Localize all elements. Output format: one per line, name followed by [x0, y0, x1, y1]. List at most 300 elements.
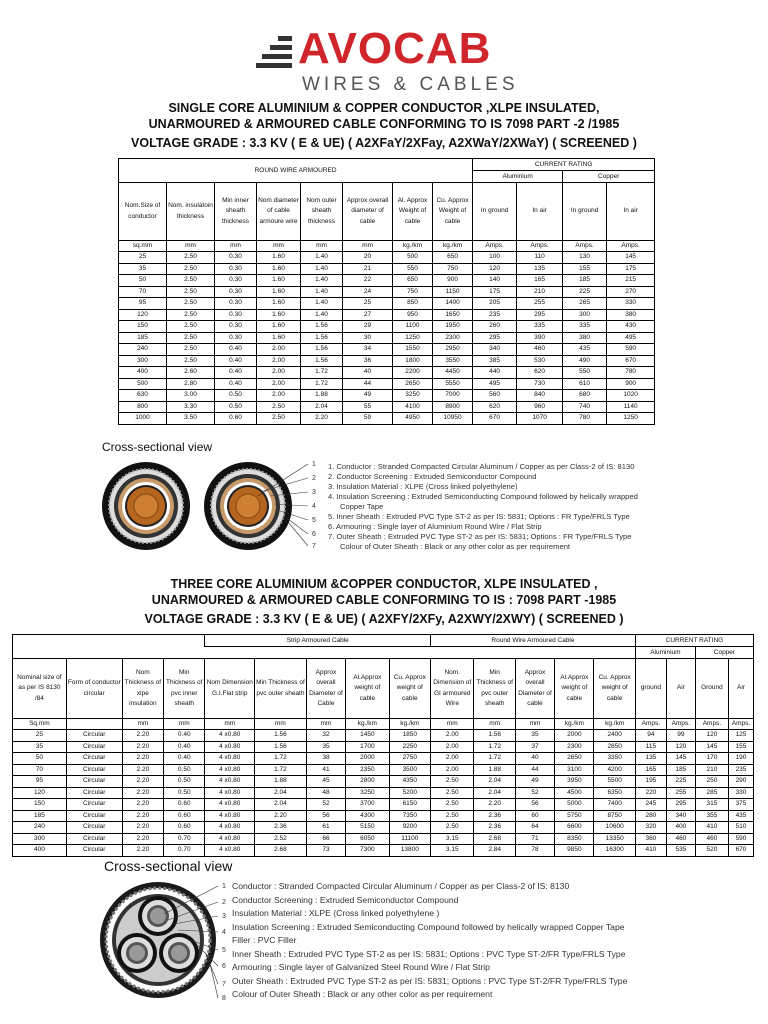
table-cell: 1.72: [255, 764, 307, 776]
legend-single-core: [328, 462, 688, 552]
table-cell: 0.50: [164, 776, 205, 788]
table-cell: 0.40: [164, 730, 205, 742]
legend-item: Insulation Material : XLPE (Cross linked polyethylene ): [232, 908, 440, 918]
table-cell: 150: [13, 799, 67, 811]
table-cell: 385: [473, 355, 517, 367]
legend-item: Outer Sheath : Extruded PVC Type ST-2 as per IS: 5831; Options : PVC Type ST-2/FR Type/FRLS Type: [232, 975, 628, 986]
diagram-number: 5: [312, 517, 316, 524]
table-cell: 510: [728, 822, 753, 834]
table-cell: 780: [563, 413, 607, 425]
table-cell: 2.20: [474, 799, 515, 811]
table-cell: 2.04: [474, 776, 515, 788]
table-cell: 10950: [433, 413, 473, 425]
table-cell: 8900: [433, 401, 473, 413]
table-cell: 145: [607, 252, 655, 264]
column-header: Nominal size of as per IS 8130 /84: [13, 659, 67, 719]
table-cell: 410: [695, 822, 728, 834]
table-cell: 52: [306, 799, 345, 811]
table-cell: Circular: [66, 776, 122, 788]
legend-item: Insulation Screening : Extruded Semiconducting Compound followed by helically wrapped Copper Tape: [232, 921, 625, 932]
table-cell: Circular: [66, 799, 122, 811]
table-cell: 49: [515, 776, 554, 788]
column-header: Cu. Approx weight of cable: [594, 659, 635, 719]
table-cell: 4 x0.80: [205, 845, 255, 857]
table-cell: 24: [343, 286, 393, 298]
table-cell: 34: [343, 344, 393, 356]
table-cell: 2.50: [257, 401, 301, 413]
table-row: [119, 321, 655, 333]
table-cell: 99: [666, 730, 695, 742]
table-cell: 25: [13, 730, 67, 742]
table-cell: 135: [517, 263, 563, 275]
table-cell: 70: [13, 764, 67, 776]
table-cell: 2950: [433, 344, 473, 356]
table-cell: 1.60: [257, 275, 301, 287]
table-cell: 2.20: [122, 833, 163, 845]
column-header: In air: [607, 183, 655, 241]
table-cell: 0.30: [215, 332, 257, 344]
table-cell: 0.60: [215, 413, 257, 425]
table-cell: 5150: [346, 822, 389, 834]
table-cell: 335: [517, 321, 563, 333]
table-cell: Circular: [66, 764, 122, 776]
table-cell: 2.20: [122, 799, 163, 811]
table-cell: 2.00: [257, 367, 301, 379]
section2-voltage-grade: VOLTAGE GRADE : 3.3 KV ( E & UE) ( A2XFY/2XFy, A2XWY/2XWY) ( SCREENED ): [144, 612, 624, 626]
column-header: Min inner sheath thickness: [215, 183, 257, 241]
table-cell: 3500: [389, 764, 430, 776]
unit-cell: mm: [122, 719, 163, 730]
unit-cell: mm: [255, 719, 307, 730]
table-cell: 6600: [555, 822, 594, 834]
table-cell: 3100: [555, 764, 594, 776]
table-cell: 2800: [346, 776, 389, 788]
table-cell: 2.52: [255, 833, 307, 845]
table-cell: 56: [306, 810, 345, 822]
table-cell: 295: [517, 309, 563, 321]
table-cell: 1000: [119, 413, 167, 425]
table-cell: Circular: [66, 845, 122, 857]
column-header: Al.Approx weight of cable: [346, 659, 389, 719]
table-cell: 29: [343, 321, 393, 333]
table-cell: 13800: [389, 845, 430, 857]
legend-item: Conductor Screening : Extruded Semiconductor Compound: [232, 894, 459, 905]
table-cell: 71: [515, 833, 554, 845]
table-cell: 4950: [393, 413, 433, 425]
group-round-wire-armoured: Round Wire Armoured Cable: [431, 635, 636, 647]
table-cell: 900: [607, 378, 655, 390]
table-cell: 1.72: [301, 378, 343, 390]
section1-title-line1: SINGLE CORE ALUMINIUM & COPPER CONDUCTOR ,XLPE INSULATED,: [168, 101, 600, 115]
section2-title-line1: THREE CORE ALUMINIUM &COPPER CONDUCTOR, XLPE INSULATED ,: [170, 577, 598, 591]
table-cell: 1250: [393, 332, 433, 344]
table-cell: 4 x0.80: [205, 810, 255, 822]
legend-item: 1. Conductor : Stranded Compacted Circular Aluminum / Copper as per Class-2 of IS: 8130: [328, 462, 635, 471]
table-cell: 240: [119, 344, 167, 356]
table-cell: 2.50: [167, 355, 215, 367]
table-cell: 2.04: [255, 799, 307, 811]
table-cell: 3.00: [167, 390, 215, 402]
table-cell: 1.72: [474, 753, 515, 765]
table-cell: 2.20: [301, 413, 343, 425]
table-cell: 145: [695, 741, 728, 753]
table-cell: 120: [13, 787, 67, 799]
column-header: In ground: [473, 183, 517, 241]
table-cell: 2.50: [431, 810, 474, 822]
table-cell: 340: [473, 344, 517, 356]
table-cell: 495: [473, 378, 517, 390]
table-cell: 50: [13, 753, 67, 765]
table-cell: 52: [515, 787, 554, 799]
table-cell: 2.20: [122, 822, 163, 834]
table-cell: 1.72: [301, 367, 343, 379]
section2-title-line2: UNARMOURED & ARMOURED CABLE CONFORMING TO IS : 7098 PART -1985: [151, 593, 617, 607]
table-cell: 2.50: [167, 286, 215, 298]
table-cell: 2750: [389, 753, 430, 765]
unit-cell: kg./km: [555, 719, 594, 730]
table-cell: 3950: [555, 776, 594, 788]
group-strip-armoured: Strip Armoured Cable: [205, 635, 431, 647]
table-row: [119, 355, 655, 367]
table-cell: 220: [635, 787, 666, 799]
table-cell: 590: [728, 833, 753, 845]
legend-item: 3. Insulation Material : XLPE (Cross linked polyethylene): [328, 482, 518, 491]
column-header: Nom.Size of conductor: [119, 183, 167, 241]
diagram-number: 4: [222, 929, 226, 936]
units-row: [13, 719, 754, 730]
table-cell: 9200: [389, 822, 430, 834]
table-cell: 240: [13, 822, 67, 834]
table-cell: 120: [666, 741, 695, 753]
section1-title-line2: UNARMOURED & ARMOURED CABLE CONFORMING TO IS 7098 PART -2 /1985: [148, 117, 620, 131]
diagram-number: 7: [312, 543, 316, 550]
table-cell: 2.50: [431, 822, 474, 834]
table-cell: 190: [728, 753, 753, 765]
table-cell: 315: [695, 799, 728, 811]
cross-section-title: Cross-sectional view: [104, 858, 233, 874]
column-header: Air: [728, 659, 753, 719]
table-cell: 0.60: [164, 810, 205, 822]
table-cell: 1.56: [301, 344, 343, 356]
table-cell: 110: [517, 252, 563, 264]
table-cell: 330: [728, 787, 753, 799]
table-cell: 500: [119, 378, 167, 390]
unit-cell: mm: [515, 719, 554, 730]
table-cell: 61: [306, 822, 345, 834]
table-cell: 185: [666, 764, 695, 776]
unit-cell: Sq.mm: [13, 719, 67, 730]
column-header: Nom outer sheath thickness: [301, 183, 343, 241]
table-cell: 300: [119, 355, 167, 367]
table-cell: 2.36: [474, 810, 515, 822]
table-cell: 1.60: [257, 321, 301, 333]
table-cell: 0.30: [215, 286, 257, 298]
table-cell: 1150: [433, 286, 473, 298]
table-cell: 2.00: [431, 730, 474, 742]
table-cell: 1.60: [257, 252, 301, 264]
table-cell: 2.20: [122, 776, 163, 788]
cross-section-title: Cross-sectional view: [102, 440, 213, 454]
table-cell: 7000: [433, 390, 473, 402]
table-cell: 40: [515, 753, 554, 765]
diagram-number: 5: [222, 947, 226, 954]
table-cell: 340: [666, 810, 695, 822]
table-cell: 1.60: [257, 332, 301, 344]
table-cell: 1250: [607, 413, 655, 425]
table-cell: 35: [13, 741, 67, 753]
table-row: [13, 822, 754, 834]
unit-cell: mm: [431, 719, 474, 730]
table-cell: 130: [563, 252, 607, 264]
section1-voltage-grade: VOLTAGE GRADE : 3.3 KV ( E & UE) ( A2XFaY/2XFay, A2XWaY/2XWaY) ( SCREENED ): [131, 136, 637, 150]
core-right: [159, 933, 199, 973]
table-cell: 5000: [555, 799, 594, 811]
table-row: [13, 787, 754, 799]
table-cell: 270: [607, 286, 655, 298]
table-cell: 1.60: [257, 286, 301, 298]
table-cell: 135: [635, 753, 666, 765]
table-cell: 6050: [346, 833, 389, 845]
table-cell: 49: [343, 390, 393, 402]
column-header: In air: [517, 183, 563, 241]
table-cell: 185: [119, 332, 167, 344]
table-cell: 1.56: [301, 321, 343, 333]
unit-cell: mm: [205, 719, 255, 730]
table-cell: 2.60: [167, 367, 215, 379]
table-cell: 4 x0.80: [205, 776, 255, 788]
table-cell: 4 x0.80: [205, 799, 255, 811]
table-cell: 2.20: [122, 753, 163, 765]
column-header: Min Thickness of pvc inner sheath: [164, 659, 205, 719]
table-cell: 4 x0.80: [205, 833, 255, 845]
table-cell: 840: [517, 390, 563, 402]
diagram-number: 8: [222, 995, 226, 1002]
table-row: [13, 845, 754, 857]
table-cell: 2.04: [301, 401, 343, 413]
table-cell: 400: [13, 845, 67, 857]
three-core-table: [12, 634, 754, 857]
table-cell: 0.50: [215, 401, 257, 413]
table-cell: 2.84: [474, 845, 515, 857]
table-cell: 94: [635, 730, 666, 742]
table-cell: 140: [473, 275, 517, 287]
cable-cross-section-left: [102, 462, 190, 550]
column-header: Cu. Approx Weight of cable: [433, 183, 473, 241]
table-cell: Circular: [66, 822, 122, 834]
table-cell: 0.30: [215, 263, 257, 275]
table-cell: 335: [563, 321, 607, 333]
column-header: Nom Dimension G.I.Flat strip: [205, 659, 255, 719]
table-cell: 1800: [393, 355, 433, 367]
single-core-table: [118, 158, 655, 425]
table-cell: 0.30: [215, 275, 257, 287]
units-row: [119, 241, 655, 252]
table-cell: 670: [728, 845, 753, 857]
table-cell: 95: [119, 298, 167, 310]
unit-cell: Amps.: [666, 719, 695, 730]
table-cell: 185: [563, 275, 607, 287]
table-cell: 0.40: [164, 753, 205, 765]
table-cell: 295: [473, 332, 517, 344]
table-cell: 175: [607, 263, 655, 275]
table-cell: 4 x0.80: [205, 822, 255, 834]
legend-item: Inner Sheath : Extruded PVC Type ST-2 as per IS: 5831; Options : PVC Type ST-2/FR Type/FRLS Type: [232, 948, 626, 959]
table-cell: 0.30: [215, 321, 257, 333]
table-row: [13, 764, 754, 776]
table-cell: 165: [517, 275, 563, 287]
table-cell: 2.50: [167, 252, 215, 264]
table-row: [119, 390, 655, 402]
unit-cell: Amps.: [473, 241, 517, 252]
table-cell: 360: [635, 833, 666, 845]
table-cell: 1400: [433, 298, 473, 310]
table-cell: 590: [607, 344, 655, 356]
table-cell: 235: [473, 309, 517, 321]
table-cell: 3250: [393, 390, 433, 402]
table-cell: 3550: [433, 355, 473, 367]
core-left: [117, 933, 157, 973]
table-cell: 460: [695, 833, 728, 845]
table-cell: 3350: [594, 753, 635, 765]
table-cell: 2300: [433, 332, 473, 344]
table-cell: 5500: [594, 776, 635, 788]
table-cell: 35: [306, 741, 345, 753]
table-row: [13, 730, 754, 742]
column-header: Min Thickness of pvc outer sheath: [255, 659, 307, 719]
table-cell: 0.40: [215, 367, 257, 379]
table-cell: 1550: [393, 344, 433, 356]
diagram-number: 6: [312, 531, 316, 538]
table-cell: 145: [666, 753, 695, 765]
group-copper: Copper: [695, 647, 753, 659]
table-cell: Circular: [66, 741, 122, 753]
table-cell: 650: [393, 275, 433, 287]
table-row: [119, 263, 655, 275]
column-header: Approx overall diameter of cable: [343, 183, 393, 241]
column-header: Nom. insulatoin thickness: [167, 183, 215, 241]
legend-item: Conductor : Stranded Compacted Circular Aluminum / Copper as per Class-2 of IS: 8130: [232, 881, 570, 891]
table-cell: 300: [563, 309, 607, 321]
table-cell: 0.40: [215, 355, 257, 367]
table-cell: 2.50: [167, 309, 215, 321]
table-cell: 2.20: [122, 845, 163, 857]
table-cell: 2200: [393, 367, 433, 379]
diagram-number: 7: [222, 981, 226, 988]
table-cell: 3700: [346, 799, 389, 811]
table-cell: 1.72: [255, 753, 307, 765]
brand-logo: [256, 24, 526, 100]
unit-cell: mm: [301, 241, 343, 252]
table-cell: 1850: [389, 730, 430, 742]
table-cell: 3.15: [431, 833, 474, 845]
table-cell: 285: [695, 787, 728, 799]
unit-cell: mm: [167, 241, 215, 252]
single-core-cable-cross-section-diagram: [98, 456, 328, 552]
table-cell: 1.56: [474, 730, 515, 742]
table-cell: 20: [343, 252, 393, 264]
table-cell: 535: [666, 845, 695, 857]
table-cell: 0.60: [164, 799, 205, 811]
table-cell: 45: [306, 776, 345, 788]
table-cell: 1650: [433, 309, 473, 321]
table-cell: 0.50: [164, 787, 205, 799]
legend-item: Armouring : Single layer of Galvanized Steel Round Wire / Flat Strip: [232, 962, 490, 972]
table-cell: 175: [473, 286, 517, 298]
table-cell: 245: [635, 799, 666, 811]
table-cell: 800: [119, 401, 167, 413]
table-cell: 125: [728, 730, 753, 742]
table-cell: 210: [517, 286, 563, 298]
table-cell: 2.36: [255, 822, 307, 834]
table-cell: 2.50: [431, 776, 474, 788]
table-cell: 950: [393, 309, 433, 321]
table-cell: Circular: [66, 833, 122, 845]
three-core-cable-cross-section-diagram: [98, 874, 238, 1024]
table-cell: 2.04: [474, 787, 515, 799]
unit-cell: Amps.: [635, 719, 666, 730]
unit-cell: kg./km: [346, 719, 389, 730]
diagram-number: 2: [222, 899, 226, 906]
table-cell: 495: [607, 332, 655, 344]
table-cell: 4 x0.80: [205, 787, 255, 799]
column-header: Approx overall Diameter of Cable: [306, 659, 345, 719]
column-header: Nom Thickness of xlpe insulation: [122, 659, 163, 719]
table-cell: 1140: [607, 401, 655, 413]
table-cell: 37: [515, 741, 554, 753]
table-cell: 35: [119, 263, 167, 275]
unit-cell: kg./km: [389, 719, 430, 730]
diagram-number: 4: [312, 503, 316, 510]
table-cell: 0.40: [215, 344, 257, 356]
table-cell: 750: [393, 286, 433, 298]
table-cell: 380: [563, 332, 607, 344]
table-cell: 2.00: [257, 378, 301, 390]
brand-name: AVOCAB: [298, 24, 492, 73]
legend-item: Colour of Outer Sheath : Black or any other color as per requirement: [340, 542, 571, 551]
table-cell: 330: [607, 298, 655, 310]
legend-item: 4. Insulation Screening : Extruded Semiconducting Compound followed by helically wrapped: [328, 492, 638, 501]
unit-cell: mm: [474, 719, 515, 730]
table-cell: 0.70: [164, 845, 205, 857]
table-cell: 2.50: [167, 263, 215, 275]
table-cell: 730: [517, 378, 563, 390]
table-cell: 4 x0.80: [205, 753, 255, 765]
table-cell: 1950: [433, 321, 473, 333]
table-cell: 70: [119, 286, 167, 298]
header-row: [13, 659, 754, 719]
group-aluminium: Aluminium: [635, 647, 695, 659]
table-cell: 3.50: [167, 413, 215, 425]
table-cell: 2.00: [431, 753, 474, 765]
table-cell: 1.88: [474, 764, 515, 776]
table-cell: 1.56: [255, 730, 307, 742]
table-cell: 430: [607, 321, 655, 333]
table-cell: 2.36: [474, 822, 515, 834]
table-cell: 1.40: [301, 298, 343, 310]
table-cell: 1.88: [255, 776, 307, 788]
table-row: [119, 367, 655, 379]
table-cell: 750: [433, 263, 473, 275]
table-cell: 740: [563, 401, 607, 413]
table-cell: 7400: [594, 799, 635, 811]
unit-cell: sq.mm: [119, 241, 167, 252]
table-cell: 2000: [555, 730, 594, 742]
table-cell: 1.56: [301, 355, 343, 367]
table-cell: 380: [607, 309, 655, 321]
table-row: [119, 298, 655, 310]
table-cell: 2.00: [431, 764, 474, 776]
table-cell: 2850: [594, 741, 635, 753]
